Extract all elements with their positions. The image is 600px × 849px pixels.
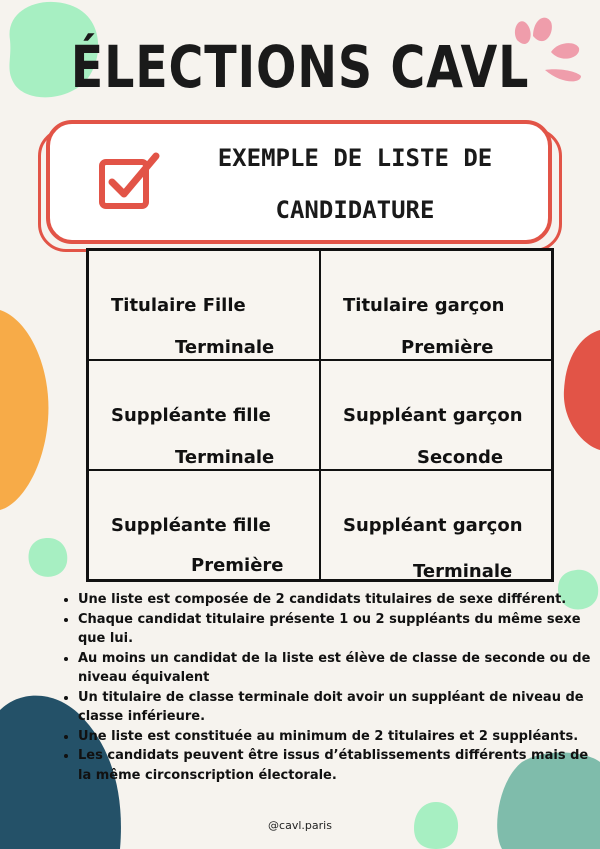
mint-blob-left-small <box>26 536 70 580</box>
cell-role: Suppléant garçon <box>343 405 523 426</box>
rule-item: • Une liste est composée de 2 candidats titulaires de sexe différent. <box>78 590 598 610</box>
red-blob-right <box>562 330 600 450</box>
page-title: ÉLECTIONS CAVL <box>70 33 530 101</box>
cell-role: Suppléante fille <box>111 405 271 426</box>
grid-cell <box>320 250 552 360</box>
cell-level: Terminale <box>175 447 275 468</box>
grid-cell <box>88 360 320 470</box>
cell-level: Première <box>401 337 494 358</box>
cell-role: Titulaire garçon <box>343 295 505 316</box>
grid-cell <box>88 470 320 580</box>
rule-item: • Chaque candidat titulaire présente 1 ou 2 suppléants du même sexe que lui. <box>78 610 598 649</box>
cell-level: Seconde <box>417 447 504 468</box>
cell-level: Terminale <box>175 337 275 358</box>
checkbox-check-icon <box>98 150 160 210</box>
rule-item: • Une liste est constituée au minimum de 2 titulaires et 2 suppléants. <box>78 727 598 747</box>
cell-role: Suppléante fille <box>111 515 271 536</box>
grid-cell <box>320 360 552 470</box>
rule-item: • Un titulaire de classe terminale doit avoir un suppléant de niveau de classe inférieure. <box>78 688 598 727</box>
orange-blob-left <box>0 310 52 510</box>
cell-role: Suppléant garçon <box>343 515 523 536</box>
social-handle: @cavl.paris <box>268 819 332 832</box>
rule-item: • Les candidats peuvent être issus d’établissements différents mais de la même circonscription électorale. <box>78 746 598 785</box>
page-subtitle: EXEMPLE DE LISTE DE CANDIDATURE <box>217 144 493 224</box>
cell-level: Terminale <box>413 561 513 582</box>
cell-level: Première <box>191 555 284 576</box>
cell-role: Titulaire Fille <box>111 295 246 316</box>
grid-cell <box>320 470 552 580</box>
grid-cell <box>88 250 320 360</box>
rules-list <box>58 590 598 785</box>
candidate-grid <box>86 248 554 582</box>
rule-item: • Au moins un candidat de la liste est élève de classe de seconde ou de niveau équivalent <box>78 649 598 688</box>
